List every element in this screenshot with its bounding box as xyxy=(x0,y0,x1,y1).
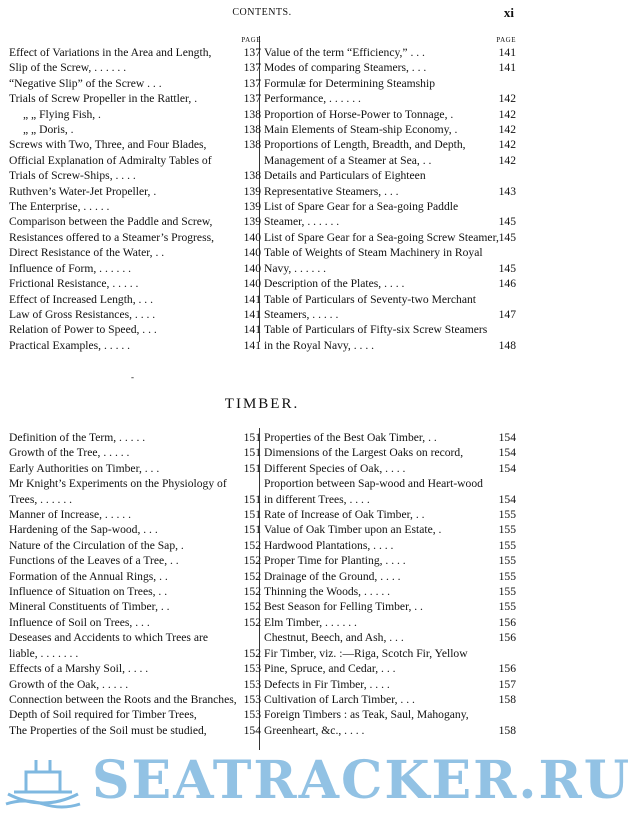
toc-entry-page: 137 xyxy=(243,46,261,59)
toc-entry-page: 152 xyxy=(243,538,261,552)
toc-entry xyxy=(9,461,261,476)
toc-entry-page: 156 xyxy=(498,631,516,645)
toc-entry-title: The Properties of the Soil must be studied, xyxy=(9,723,207,737)
toc-entry-page: 158 xyxy=(498,723,516,737)
toc-entry xyxy=(9,322,261,337)
toc-entry xyxy=(264,630,516,645)
toc-entry xyxy=(264,107,516,122)
toc-entry xyxy=(264,137,516,152)
toc-entry-page: 151 xyxy=(243,461,261,475)
section-title: TIMBER. xyxy=(224,396,300,412)
toc-entry-page: 154 xyxy=(243,723,261,737)
toc-entry-page: 155 xyxy=(498,523,516,537)
toc-entry-page: 137 xyxy=(243,92,261,106)
toc-entry-title: Proportions of Length, Breadth, and Depth, xyxy=(264,138,466,152)
toc-entry-title: „ „ Flying Fish, . xyxy=(23,107,101,121)
toc-entry-title: Table of Particulars of Seventy-two Merchant Steamers, . . . . . xyxy=(264,292,476,321)
toc-entry-title: Definition of the Term, . . . . . xyxy=(9,431,146,444)
toc-entry xyxy=(9,292,261,307)
toc-entry-title: Thinning the Woods, . . . . . xyxy=(264,585,391,599)
toc-entry-title: Description of the Plates, . . . . xyxy=(264,277,405,291)
toc-entry-title: Functions of the Leaves of a Tree, . . xyxy=(9,554,179,568)
toc-entry xyxy=(264,292,516,323)
toc-entry-page: 155 xyxy=(498,600,516,614)
toc-entry-title: Table of Weights of Steam Machinery in Royal Navy, . . . . . . xyxy=(264,246,483,275)
toc-entry-page: 141 xyxy=(498,61,516,75)
toc-entry-title: Different Species of Oak, . . . . xyxy=(264,461,406,475)
toc-entry-page: 141 xyxy=(243,323,261,337)
toc-entry xyxy=(264,245,516,276)
toc-entry-title: Effect of Variations in the Area and Length, xyxy=(9,46,212,59)
toc-entry-title: Frictional Resistance, . . . . . xyxy=(9,277,139,291)
toc-entry-page: 152 xyxy=(243,615,261,629)
toc-entry-page: 154 xyxy=(498,431,516,444)
page-title: CONTENTS. xyxy=(232,7,292,18)
toc-entry-page: 140 xyxy=(243,246,261,260)
watermark xyxy=(0,748,631,814)
toc-entry-page: 141 xyxy=(243,307,261,321)
toc-entry-page: 152 xyxy=(243,585,261,599)
toc-entry-title: Elm Timber, . . . . . . xyxy=(264,615,357,629)
toc-entry xyxy=(9,45,261,60)
toc-entry xyxy=(264,677,516,692)
toc-entry xyxy=(264,476,516,507)
toc-entry-title: Hardwood Plantations, . . . . xyxy=(264,538,394,552)
page-header xyxy=(0,7,524,23)
toc-entry-title: Mr Knight’s Experiments on the Physiology of Trees, . . . . . . xyxy=(9,477,227,506)
toc-entry-title: Hardening of the Sap-wood, . . . xyxy=(9,523,158,537)
toc-entry-title: Value of Oak Timber upon an Estate, . xyxy=(264,523,442,537)
toc-entry-page: 152 xyxy=(243,646,261,660)
toc-entry-page: 138 xyxy=(243,138,261,152)
toc-entry xyxy=(9,214,261,229)
toc-entry-title: Dimensions of the Largest Oaks on record, xyxy=(264,446,464,460)
toc-entry-title: Resistances offered to a Steamer’s Progress, xyxy=(9,230,214,244)
toc-bottom-right xyxy=(264,430,516,738)
toc-entry-title: Chestnut, Beech, and Ash, . . . xyxy=(264,631,404,645)
toc-entry xyxy=(9,338,261,353)
toc-entry-title: Growth of the Tree, . . . . . xyxy=(9,446,130,460)
toc-entry-title: Influence of Situation on Trees, . . xyxy=(9,585,168,599)
toc-entry-title: Practical Examples, . . . . . xyxy=(9,338,131,352)
toc-entry xyxy=(9,661,261,676)
toc-top-left xyxy=(9,36,261,353)
toc-entry-title: Fir Timber, viz. :—Riga, Scotch Fir, Yellow Pine, Spruce, and Cedar, . . . xyxy=(264,646,468,676)
toc-entry-page: 153 xyxy=(243,708,261,722)
toc-entry-page: 151 xyxy=(243,446,261,460)
toc-entry xyxy=(264,322,516,353)
toc-entry-page: 157 xyxy=(498,677,516,691)
toc-entry-title: Depth of Soil required for Timber Trees, xyxy=(9,708,197,722)
page-column-label: PAGE xyxy=(241,36,261,44)
toc-entry xyxy=(9,630,261,661)
toc-entry xyxy=(264,569,516,584)
toc-entry-page: 139 xyxy=(243,184,261,198)
toc-entry-page: 151 xyxy=(243,492,261,506)
toc-entry-title: Screws with Two, Three, and Four Blades, xyxy=(9,138,207,152)
toc-entry xyxy=(9,184,261,199)
toc-entry-page: 140 xyxy=(243,261,261,275)
toc-entry-page: 145 xyxy=(498,261,516,275)
toc-entry-page: 151 xyxy=(243,431,261,444)
toc-entry-page: 142 xyxy=(498,138,516,152)
toc-entry xyxy=(9,599,261,614)
toc-entry-title: List of Spare Gear for a Sea-going Screw Steamer, xyxy=(264,230,499,244)
toc-entry-page: 147 xyxy=(498,307,516,321)
watermark-text: SEATRACKER.RU xyxy=(92,750,631,811)
toc-entry xyxy=(264,276,516,291)
toc-entry-title: Slip of the Screw, . . . . . . xyxy=(9,61,127,75)
toc-entry-page: 152 xyxy=(243,569,261,583)
toc-entry xyxy=(264,522,516,537)
toc-entry-page: 155 xyxy=(498,569,516,583)
toc-entry xyxy=(264,168,516,199)
toc-entry xyxy=(9,276,261,291)
toc-entry-title: Direct Resistance of the Water, . . xyxy=(9,246,165,260)
toc-entry-page: 146 xyxy=(498,277,516,291)
toc-entry xyxy=(264,538,516,553)
toc-entry-title: Table of Particulars of Fifty-six Screw Steamers in the Royal Navy, . . . . xyxy=(264,323,488,352)
toc-entry-title: Drainage of the Ground, . . . . xyxy=(264,569,401,583)
stray-mark: - xyxy=(131,372,134,382)
toc-entry-page: 154 xyxy=(498,461,516,475)
toc-entry xyxy=(264,507,516,522)
toc-entry xyxy=(9,153,261,184)
toc-entry-page: 154 xyxy=(498,446,516,460)
toc-entry xyxy=(9,507,261,522)
toc-entry-page: 158 xyxy=(498,692,516,706)
toc-top-right xyxy=(264,36,516,353)
toc-entry-page: 148 xyxy=(498,338,516,352)
toc-entry xyxy=(264,692,516,707)
toc-entry-page: 153 xyxy=(243,662,261,676)
toc-entry xyxy=(9,230,261,245)
toc-entry xyxy=(9,538,261,553)
toc-entry-page: 141 xyxy=(498,46,516,59)
toc-entry-title: Ruthven’s Water-Jet Propeller, . xyxy=(9,184,157,198)
toc-entry-page: 152 xyxy=(243,554,261,568)
toc-entry-page: 142 xyxy=(498,153,516,167)
toc-entry-page: 137 xyxy=(243,76,261,90)
toc-entry-title: Best Season for Felling Timber, . . xyxy=(264,600,423,614)
toc-entry-page: 142 xyxy=(498,107,516,121)
toc-entry-page: 139 xyxy=(243,215,261,229)
toc-entry xyxy=(9,76,261,91)
toc-entry-page: 145 xyxy=(498,230,516,244)
toc-entry-title: Details and Particulars of Eighteen Representative Steamers, . . . xyxy=(264,169,426,198)
toc-entry xyxy=(264,153,516,168)
toc-entry-page: 140 xyxy=(243,277,261,291)
toc-entry xyxy=(264,553,516,568)
toc-entry-title: Comparison between the Paddle and Screw, xyxy=(9,215,213,229)
toc-entry-title: Rate of Increase of Oak Timber, . . xyxy=(264,508,425,522)
toc-entry xyxy=(264,76,516,107)
toc-entry xyxy=(264,615,516,630)
toc-entry xyxy=(9,430,261,445)
toc-entry-title: “Negative Slip” of the Screw . . . xyxy=(9,76,162,90)
toc-entry xyxy=(9,677,261,692)
toc-entry xyxy=(9,553,261,568)
toc-entry-title: Formulæ for Determining Steamship Performance, . . . . . . xyxy=(264,76,435,106)
toc-entry xyxy=(9,307,261,322)
toc-entry-title: Early Authorities on Timber, . . . xyxy=(9,461,160,475)
toc-entry xyxy=(9,245,261,260)
toc-entry-title: Management of a Steamer at Sea, . . xyxy=(264,153,432,167)
toc-entry xyxy=(264,230,516,245)
toc-entry-title: Effects of a Marshy Soil, . . . . xyxy=(9,662,149,676)
toc-entry xyxy=(264,60,516,75)
toc-entry xyxy=(264,45,516,60)
toc-entry-title: Defects in Fir Timber, . . . . xyxy=(264,677,390,691)
toc-entry-title: Proportion of Horse-Power to Tonnage, . xyxy=(264,107,454,121)
toc-entry-page: 153 xyxy=(243,692,261,706)
toc-entry-page: 145 xyxy=(498,215,516,229)
toc-bottom-left xyxy=(9,430,261,738)
toc-entry-title: List of Spare Gear for a Sea-going Paddle Steamer, . . . . . . xyxy=(264,200,459,229)
toc-entry-page: 155 xyxy=(498,585,516,599)
page-number: xi xyxy=(503,5,514,20)
toc-entry-title: Properties of the Best Oak Timber, . . xyxy=(264,431,437,444)
toc-entry-page: 140 xyxy=(243,230,261,244)
toc-entry-title: Value of the term “Efficiency,” . . . xyxy=(264,46,425,59)
toc-entry-page: 138 xyxy=(243,107,261,121)
toc-entry-page: 155 xyxy=(498,554,516,568)
toc-entry-page: 154 xyxy=(498,492,516,506)
toc-entry xyxy=(264,646,516,677)
toc-entry-title: Foreign Timbers : as Teak, Saul, Mahogany, Greenheart, &c., . . . . xyxy=(264,708,469,737)
toc-entry-page: 138 xyxy=(243,123,261,137)
toc-entry-page: 137 xyxy=(243,61,261,75)
toc-entry xyxy=(264,599,516,614)
toc-entry-title: Proper Time for Planting, . . . . xyxy=(264,554,406,568)
toc-entry-title: Growth of the Oak, . . . . . xyxy=(9,677,129,691)
toc-entry-title: Proportion between Sap-wood and Heart-wood in different Trees, . . . . xyxy=(264,477,483,506)
toc-entry-page: 142 xyxy=(498,92,516,106)
toc-entry xyxy=(9,476,261,507)
toc-entry-page: 142 xyxy=(498,123,516,137)
toc-entry-title: Official Explanation of Admiralty Tables of Trials of Screw-Ships, . . . . xyxy=(9,153,212,183)
toc-entry-page: 152 xyxy=(243,600,261,614)
toc-entry xyxy=(264,461,516,476)
toc-entry xyxy=(264,445,516,460)
toc-entry-title: „ „ Doris, . xyxy=(23,123,74,137)
toc-entry xyxy=(9,615,261,630)
toc-entry-title: Cultivation of Larch Timber, . . . xyxy=(264,692,415,706)
toc-entry xyxy=(9,107,261,122)
page-column-label: PAGE xyxy=(496,36,516,44)
toc-entry-page: 138 xyxy=(243,169,261,183)
toc-entry-page: 153 xyxy=(243,677,261,691)
toc-entry-title: Modes of comparing Steamers, . . . xyxy=(264,61,427,75)
toc-entry xyxy=(9,569,261,584)
toc-entry-title: Mineral Constituents of Timber, . . xyxy=(9,600,170,614)
toc-entry xyxy=(264,584,516,599)
toc-entry xyxy=(9,707,261,722)
toc-entry-page: 151 xyxy=(243,508,261,522)
toc-entry-page: 155 xyxy=(498,538,516,552)
toc-entry xyxy=(9,522,261,537)
toc-entry xyxy=(264,707,516,738)
toc-entry-title: Formation of the Annual Rings, . . xyxy=(9,569,168,583)
toc-entry-title: Influence of Form, . . . . . . xyxy=(9,261,132,275)
toc-entry-title: Effect of Increased Length, . . . xyxy=(9,292,153,306)
toc-entry xyxy=(264,430,516,445)
toc-entry xyxy=(9,445,261,460)
toc-entry-page: 156 xyxy=(498,615,516,629)
toc-entry-page: 151 xyxy=(243,523,261,537)
toc-entry xyxy=(9,60,261,75)
toc-entry-page: 139 xyxy=(243,200,261,214)
toc-entry-title: Deseases and Accidents to which Trees are liable, . . . . . . . xyxy=(9,631,208,660)
toc-entry-page: 155 xyxy=(498,508,516,522)
toc-entry xyxy=(9,723,261,738)
toc-entry xyxy=(9,91,261,106)
toc-entry xyxy=(9,199,261,214)
toc-entry-page: 141 xyxy=(243,338,261,352)
toc-entry xyxy=(9,122,261,137)
toc-entry-title: Trials of Screw Propeller in the Rattler, . xyxy=(9,92,198,106)
toc-entry-title: Law of Gross Resistances, . . . . xyxy=(9,307,156,321)
toc-entry xyxy=(9,137,261,152)
toc-entry-page: 143 xyxy=(498,184,516,198)
toc-entry-title: Connection between the Roots and the Branches, xyxy=(9,692,237,706)
ship-icon xyxy=(4,752,82,810)
toc-entry-title: Manner of Increase, . . . . . xyxy=(9,508,132,522)
toc-entry-title: Influence of Soil on Trees, . . . xyxy=(9,615,150,629)
toc-entry xyxy=(9,692,261,707)
toc-entry xyxy=(264,199,516,230)
toc-entry-title: Relation of Power to Speed, . . . xyxy=(9,323,157,337)
toc-entry-page: 141 xyxy=(243,292,261,306)
toc-entry xyxy=(264,122,516,137)
toc-entry-title: Nature of the Circulation of the Sap, . xyxy=(9,538,184,552)
toc-entry-title: The Enterprise, . . . . . xyxy=(9,200,110,214)
toc-entry xyxy=(9,261,261,276)
toc-entry-page: 156 xyxy=(498,662,516,676)
toc-entry-title: Main Elements of Steam-ship Economy, . xyxy=(264,123,458,137)
toc-entry xyxy=(9,584,261,599)
